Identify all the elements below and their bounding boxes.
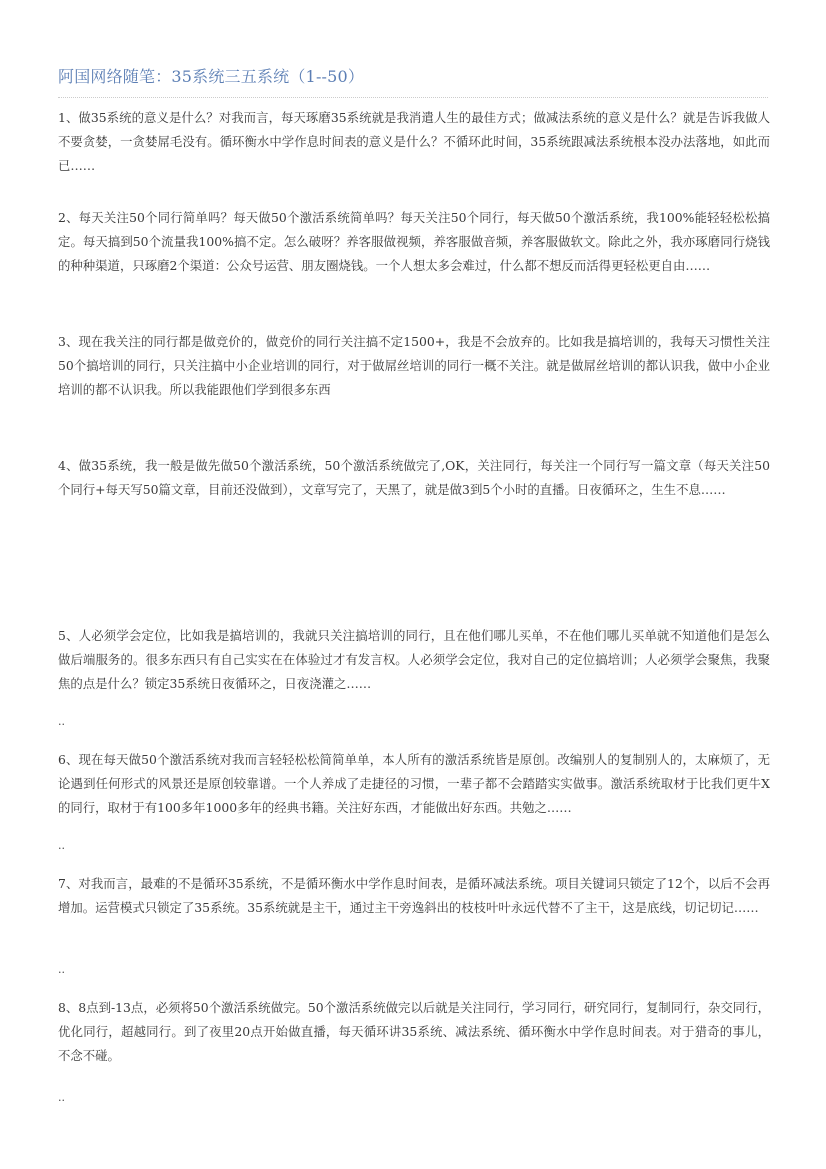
paragraph-2: 2、每天关注50个同行简单吗？每天做50个激活系统简单吗？每天关注50个同行，每天做50个激活系统，我100%能轻轻松松搞定。每天搞到50个流量我100%搞不定。怎么破呀？养客服做视频，养客服做音频，养客服做软文。除此之外，我亦琢磨同行烧钱的种种渠道，只琢磨2个渠道：公众号运营、朋友圈烧钱。一个人想太多会难过，什么都不想反而活得更轻松更自由…… — [58, 210, 770, 273]
paragraph-7: 7、对我而言，最难的不是循环35系统，不是循环衡水中学作息时间表，是循环减法系统。项目关键词只锁定了12个，以后不会再增加。运营模式只锁定了35系统。35系统就是主干，通过主干旁逸斜出的枝枝叶叶永远代替不了主干，这是底线，切记切记…… — [58, 876, 770, 915]
separator-dots: .. — [58, 715, 65, 728]
paragraph-4: 4、做35系统，我一般是做先做50个激活系统，50个激活系统做完了,OK，关注同行，每关注一个同行写一篇文章（每天关注50个同行+每天写50篇文章，目前还没做到），文章写完了，天黑了，就是做3到5个小时的直播。日夜循环之，生生不息…… — [58, 458, 770, 497]
separator-dots: .. — [58, 839, 65, 852]
title-divider — [58, 97, 768, 98]
paragraph-6: 6、现在每天做50个激活系统对我而言轻轻松松简简单单，本人所有的激活系统皆是原创。改编别人的复制别人的，太麻烦了，无论遇到任何形式的风景还是原创较靠谱。一个人养成了走捷径的习惯，一辈子都不会踏踏实实做事。激活系统取材于比我们更牛X的同行，取材于有100多年1000多年的经典书籍。关注好东西，才能做出好东西。共勉之…… — [58, 752, 770, 815]
paragraph-1: 1、做35系统的意义是什么？对我而言，每天琢磨35系统就是我消遣人生的最佳方式；做减法系统的意义是什么？就是告诉我做人不要贪婪，一贪婪屌毛没有。循环衡水中学作息时间表的意义是什么？不循环此时间，35系统跟减法系统根本没办法落地，如此而已…… — [58, 110, 770, 173]
paragraph-3: 3、现在我关注的同行都是做竞价的，做竞价的同行关注搞不定1500+，我是不会放弃的。比如我是搞培训的，我每天习惯性关注50个搞培训的同行，只关注搞中小企业培训的同行，对于做屌丝培训的同行一概不关注。就是做屌丝培训的都认识我，做中小企业培训的都不认识我。所以我能跟他们学到很多东西 — [58, 334, 770, 397]
separator-dots: .. — [58, 1091, 65, 1104]
page-title: 阿国网络随笔：35系统三五系统（1--50） — [58, 67, 365, 86]
paragraph-5: 5、人必须学会定位，比如我是搞培训的，我就只关注搞培训的同行，且在他们哪儿买单，不在他们哪儿买单就不知道他们是怎么做后端服务的。很多东西只有自己实实在在体验过才有发言权。人必须学会定位，我对自己的定位搞培训；人必须学会聚焦，我聚焦的点是什么？锁定35系统日夜循环之，日夜浇灌之…… — [58, 628, 770, 691]
separator-dots: .. — [58, 963, 65, 976]
paragraph-8: 8、8点到-13点，必须将50个激活系统做完。50个激活系统做完以后就是关注同行，学习同行，研究同行，复制同行，杂交同行，优化同行，超越同行。到了夜里20点开始做直播，每天循环讲35系统、减法系统、循环衡水中学作息时间表。对于猎奇的事儿，不念不碰。 — [58, 1000, 770, 1063]
